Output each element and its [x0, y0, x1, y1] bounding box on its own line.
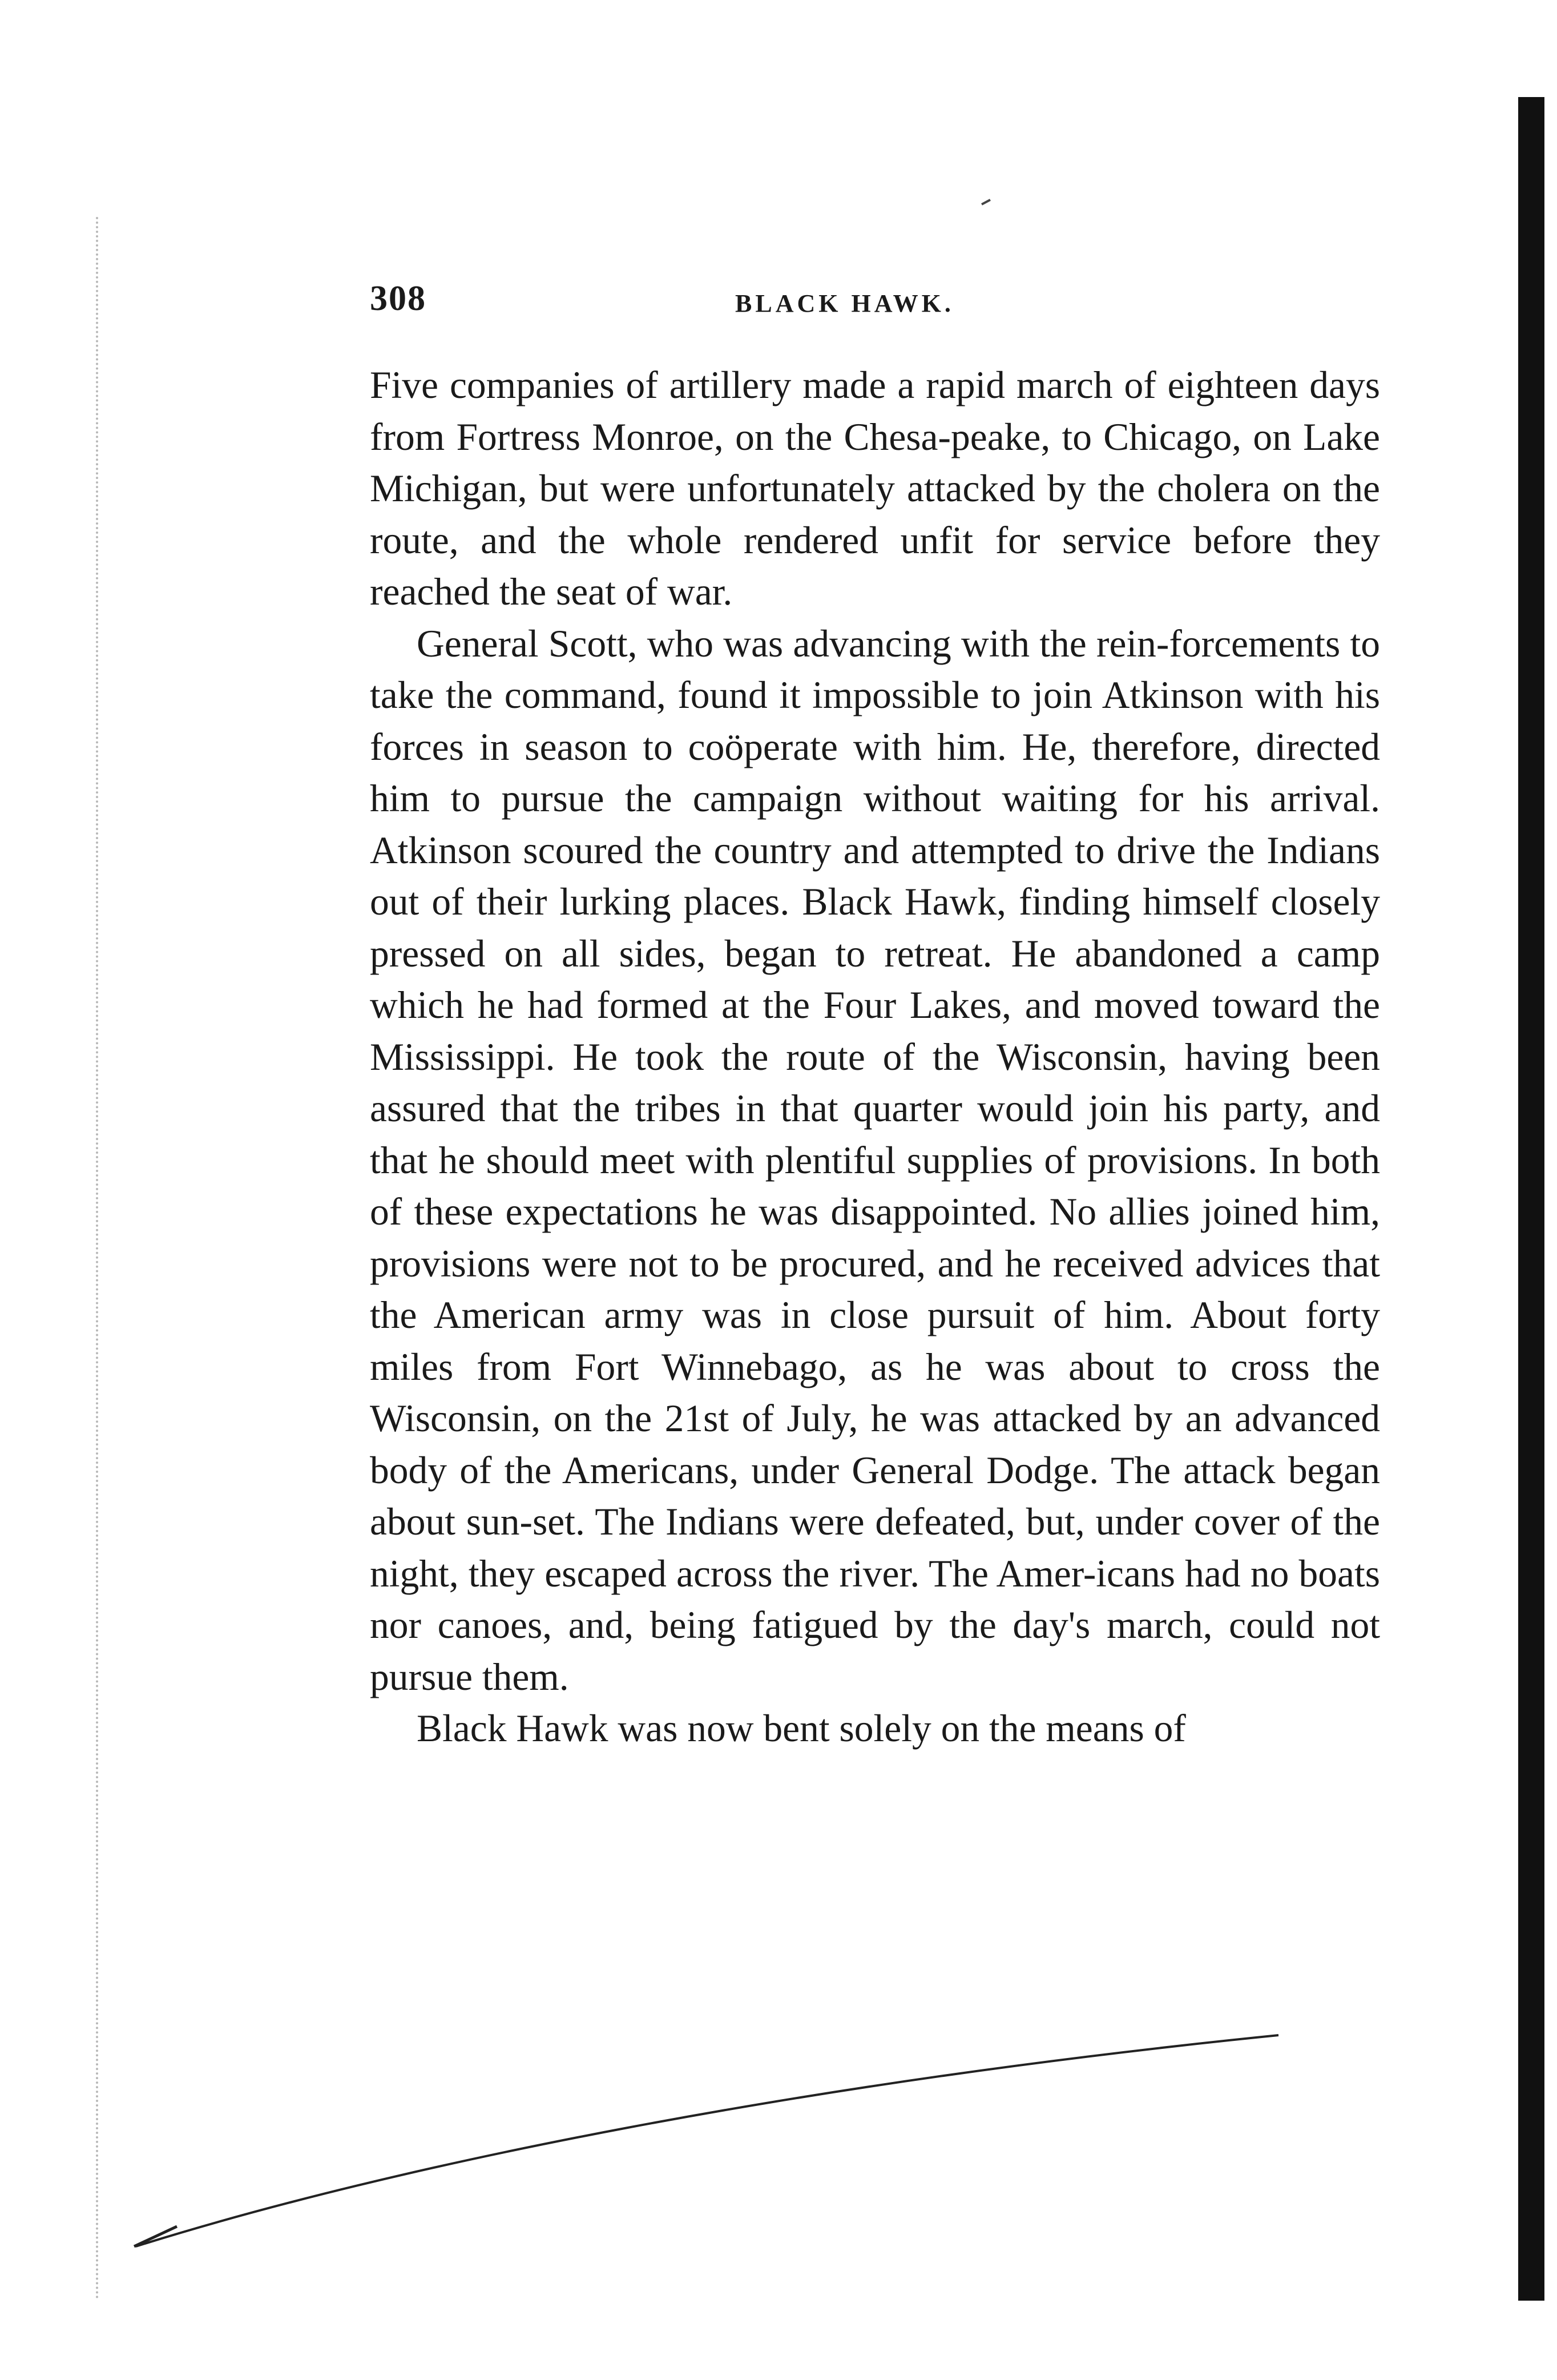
running-title: BLACK HAWK. — [735, 289, 954, 317]
page-number: 308 — [370, 279, 426, 318]
paragraph-1: Five companies of artillery made a rapid march of eighteen days from Fortress Monroe, on the Chesa-peake, to Chicago, on Lake Michigan, but were unfortunately attacked by the cholera on the route, and the whole rendered unfit for service before they reached the seat of war. — [370, 364, 1380, 613]
paragraph-2: General Scott, who was advancing with the rein-forcements to take the command, found it impossible to join Atkinson with his forces in season to coöperate with him. He, therefore, directed him to pursue the campaign without waiting for his arrival. Atkinson scoured the country and attempted to drive the Indians out of their lurking places. Black Hawk, finding himself closely pressed on all sides, began to retreat. He abandoned a camp which he had formed at the Four Lakes, and moved toward the Mississippi. He took the route of the Wisconsin, having been assured that the tribes in that quarter would join his party, and that he should meet with plentiful supplies of provisions. In both of these expectations he was disappointed. No allies joined him, provisions were not to be procured, and he received advices that the American army was in close pursuit of him. About forty miles from Fort Winnebago, as he was about to cross the Wisconsin, on the 21st of July, he was attacked by an advanced body of the Americans, under General Dodge. The attack began about sun-set. The Indians were defeated, but, under cover of the night, they escaped across the river. The Amer-icans had no boats nor canoes, and, being fatigued by the day's march, could not pursue them. — [370, 622, 1380, 1698]
running-head — [370, 279, 1374, 330]
paragraph-3: Black Hawk was now bent solely on the means of — [417, 1707, 1186, 1750]
body-text — [370, 360, 1380, 1755]
